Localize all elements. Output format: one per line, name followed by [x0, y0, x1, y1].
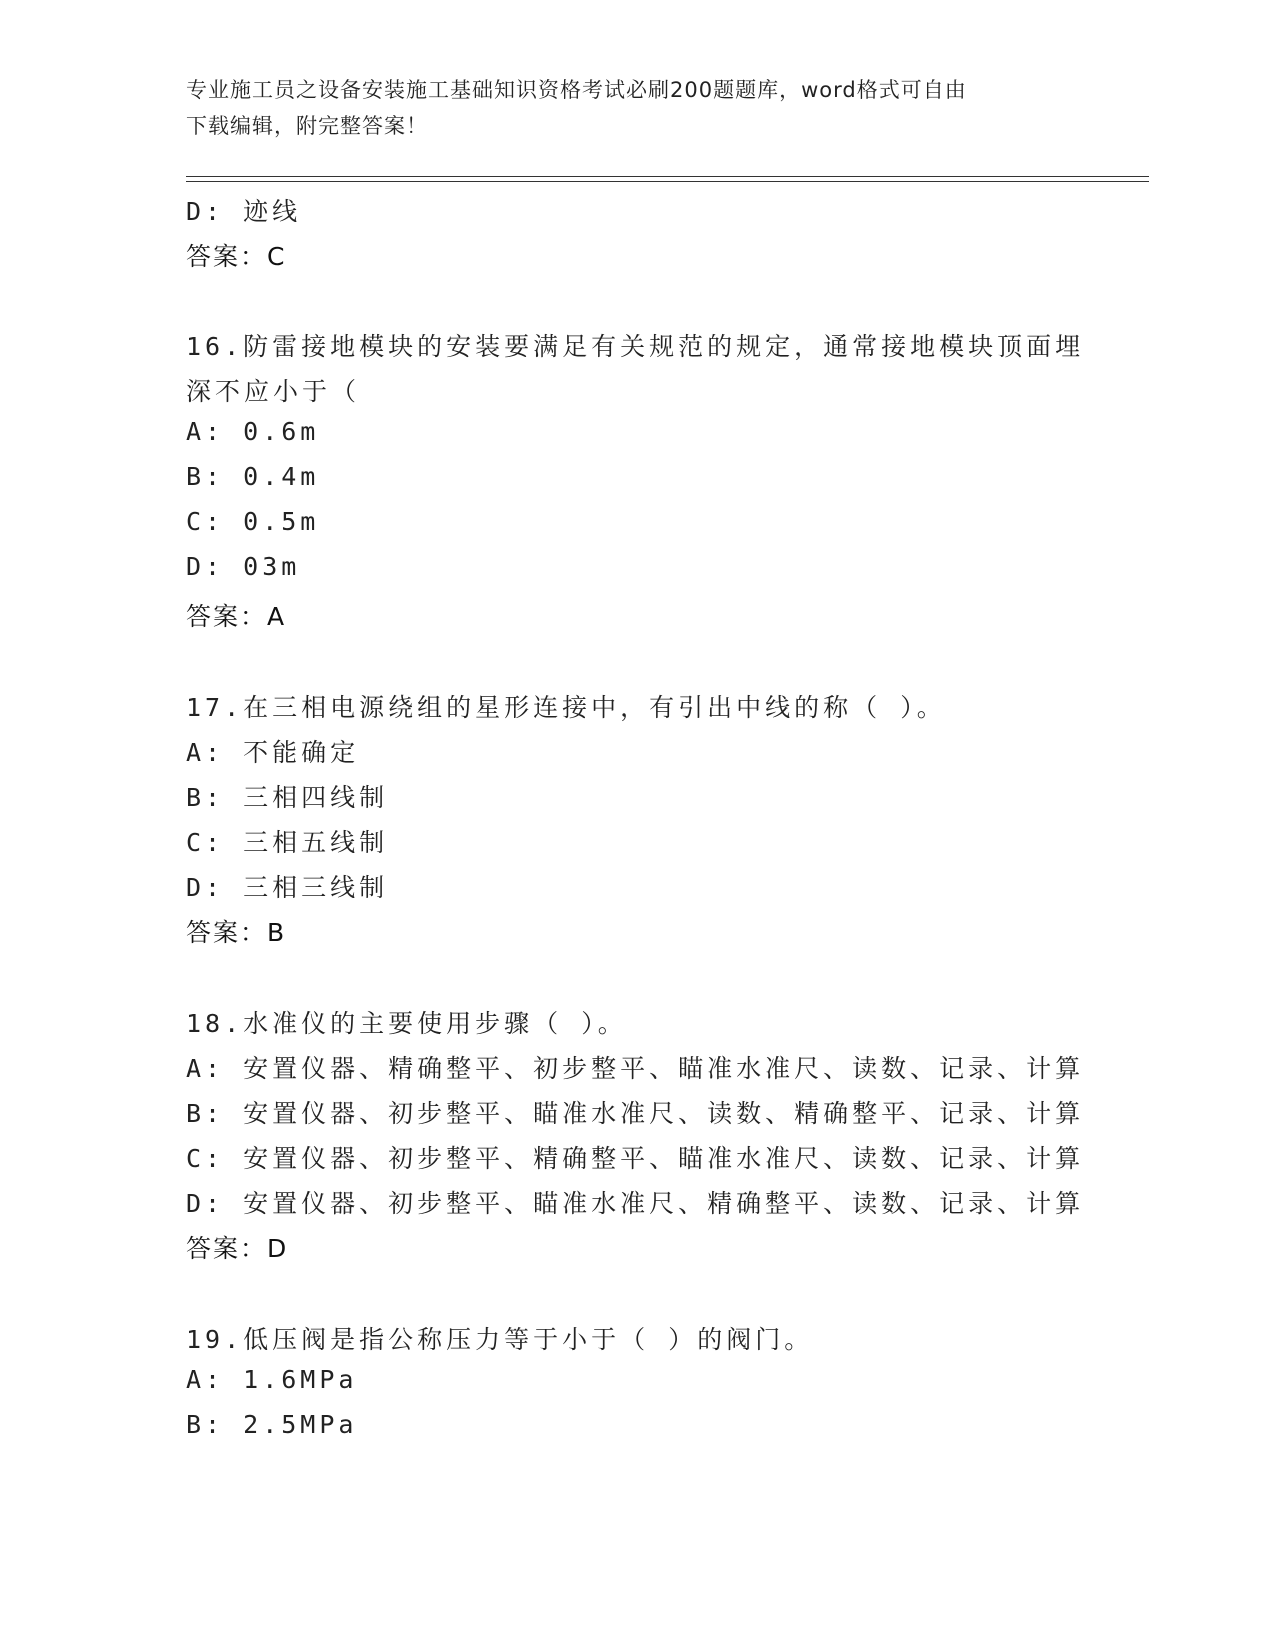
q16-option-c: C: 0.5m: [186, 507, 320, 536]
q18-option-a: A: 安置仪器、精确整平、初步整平、瞄准水准尺、读数、记录、计算: [186, 1054, 1085, 1083]
q19-stem: 19.低压阀是指公称压力等于小于（ ）的阀门。: [186, 1325, 814, 1354]
q18-stem: 18.水准仪的主要使用步骤（ ）。: [186, 1009, 627, 1038]
q17-stem: 17.在三相电源绕组的星形连接中，有引出中线的称（ ）。: [186, 693, 946, 722]
header-divider-bottom: [186, 181, 1149, 182]
q16-option-b: B: 0.4m: [186, 462, 320, 491]
q19-option-a: A: 1.6MPa: [186, 1365, 358, 1394]
header-divider-top: [186, 176, 1149, 177]
header-line-1: 专业施工员之设备安装施工基础知识资格考试必刷200题题库，word格式可自由: [186, 78, 967, 102]
q16-option-a: A: 0.6m: [186, 417, 320, 446]
q17-option-a: A: 不能确定: [186, 738, 360, 767]
q16-stem-line-2: 深不应小于（: [186, 377, 361, 406]
q17-option-d: D: 三相三线制: [186, 873, 389, 902]
q16-answer: 答案：A: [186, 602, 287, 631]
q18-option-b: B: 安置仪器、初步整平、瞄准水准尺、读数、精确整平、记录、计算: [186, 1099, 1085, 1128]
q18-option-c: C: 安置仪器、初步整平、精确整平、瞄准水准尺、读数、记录、计算: [186, 1144, 1085, 1173]
prev-option-d: D: 迹线: [186, 197, 302, 226]
q17-option-b: B: 三相四线制: [186, 783, 389, 812]
q18-answer: 答案：D: [186, 1234, 289, 1263]
document-header: [186, 72, 1066, 144]
prev-answer: 答案：C: [186, 242, 287, 271]
header-line-2: 下载编辑，附完整答案！: [186, 114, 428, 138]
q16-option-d: D: 03m: [186, 552, 301, 581]
q16-stem-line-1: 16.防雷接地模块的安装要满足有关规范的规定，通常接地模块顶面埋: [186, 332, 1085, 361]
q19-option-b: B: 2.5MPa: [186, 1410, 358, 1439]
q17-option-c: C: 三相五线制: [186, 828, 389, 857]
q18-option-d: D: 安置仪器、初步整平、瞄准水准尺、精确整平、读数、记录、计算: [186, 1189, 1085, 1218]
q17-answer: 答案：B: [186, 918, 287, 947]
